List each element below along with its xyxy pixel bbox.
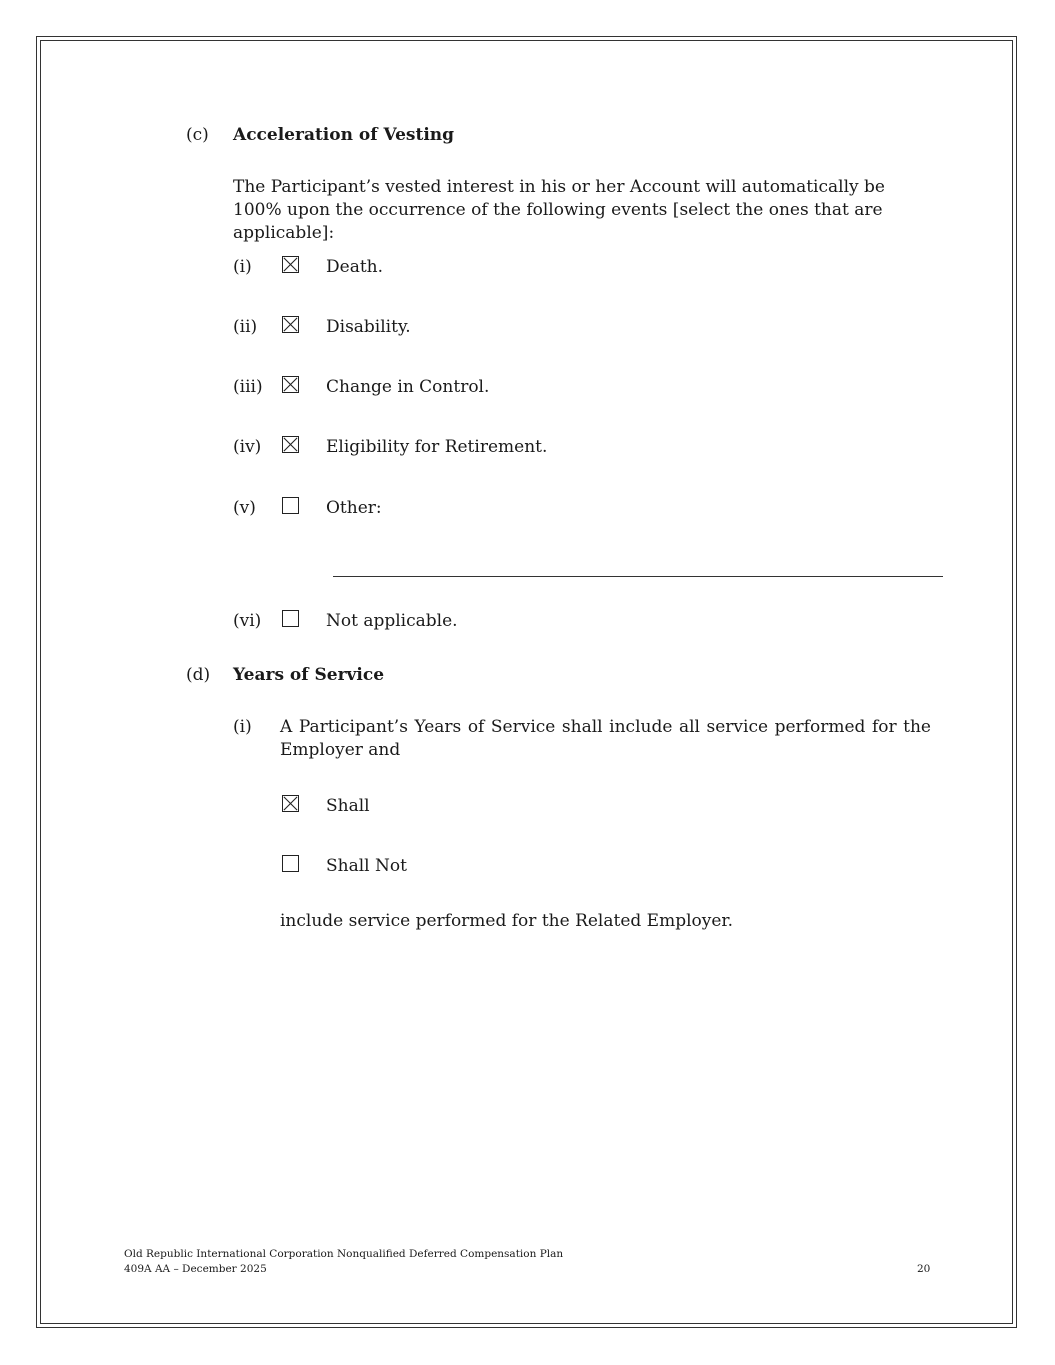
checkbox-change-in-control[interactable] (282, 376, 299, 393)
checkbox-shall[interactable] (282, 795, 299, 812)
checkbox-death[interactable] (282, 256, 299, 273)
section-c-heading: Acceleration of Vesting (233, 125, 455, 145)
section-d-closing: include service performed for the Related Employer. (280, 911, 734, 931)
checked-x-icon (283, 257, 298, 272)
item-label: Change in Control. (326, 377, 490, 397)
section-d-marker: (d) (186, 665, 211, 685)
item-label: Eligibility for Retirement. (326, 437, 548, 457)
item-label: Other: (326, 498, 382, 518)
checked-x-icon (283, 377, 298, 392)
checked-x-icon (283, 437, 298, 452)
section-d-sub-text: A Participant’s Years of Service shall include all service performed for the Employer and (280, 717, 931, 760)
item-label: Not applicable. (326, 611, 458, 631)
section-c-intro: The Participant’s vested interest in his or her Account will automatically be 100% upon the occurrence of the following events [select the ones that are applicable]: (233, 177, 885, 243)
item-label: Disability. (326, 317, 411, 337)
section-d-sub-number: (i) (233, 717, 252, 737)
page-number: 20 (917, 1263, 931, 1275)
checkbox-retirement[interactable] (282, 436, 299, 453)
checkbox-other[interactable] (282, 497, 299, 514)
other-fill-in-line[interactable] (333, 576, 943, 577)
item-number: (iv) (233, 437, 262, 457)
item-number: (ii) (233, 317, 258, 337)
checkbox-disability[interactable] (282, 316, 299, 333)
checked-x-icon (283, 796, 298, 811)
item-label: Death. (326, 257, 384, 277)
option-label: Shall Not (326, 856, 407, 876)
section-d-heading: Years of Service (233, 665, 385, 685)
item-number: (iii) (233, 377, 263, 397)
footer-plan-name: Old Republic International Corporation Nonqualified Deferred Compensation Plan (124, 1248, 564, 1260)
checkbox-shall-not[interactable] (282, 855, 299, 872)
footer-document-id: 409A AA – December 2025 (124, 1263, 267, 1275)
item-number: (vi) (233, 611, 262, 631)
checkbox-not-applicable[interactable] (282, 610, 299, 627)
checked-x-icon (283, 317, 298, 332)
item-number: (v) (233, 498, 256, 518)
section-c-marker: (c) (186, 125, 209, 145)
item-number: (i) (233, 257, 252, 277)
option-label: Shall (326, 796, 370, 816)
